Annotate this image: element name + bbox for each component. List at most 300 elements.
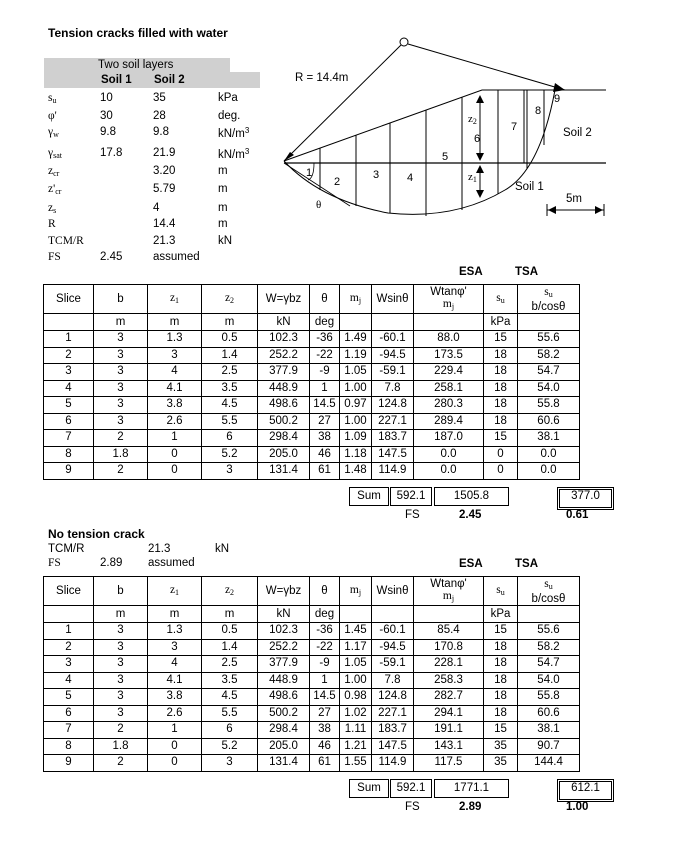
table-cell: 4.5: [202, 397, 258, 414]
table-cell: -36: [310, 623, 340, 640]
slice-number-label: 8: [535, 105, 542, 117]
table-cell: 18: [484, 380, 518, 397]
table-cell: 3: [94, 331, 148, 348]
fs-tsa-value: 0.61: [566, 509, 589, 521]
table-cell: 3.5: [202, 380, 258, 397]
table-cell: 2: [94, 755, 148, 772]
radius-line-right: [408, 44, 565, 90]
table-cell: 5: [44, 397, 94, 414]
table-header-row: [44, 285, 580, 314]
table-cell: 1.48: [340, 463, 372, 480]
unit-cell: [372, 606, 414, 623]
table-cell: 0: [148, 755, 202, 772]
table-cell: 38: [310, 722, 340, 739]
table-cell: 1.4: [202, 347, 258, 364]
table-cell: 14.5: [310, 397, 340, 414]
table-cell: 227.1: [372, 413, 414, 430]
param-unit: deg.: [218, 110, 241, 122]
table-cell: 7: [44, 430, 94, 447]
param-symbol: $z_s$: [48, 202, 57, 215]
param-value-v1: 30: [100, 110, 113, 122]
table-cell: 6: [202, 430, 258, 447]
table-cell: 183.7: [372, 430, 414, 447]
unit-cell: m: [94, 314, 148, 331]
param-value-v2: 3.20: [153, 165, 176, 177]
table-cell: 448.9: [258, 672, 310, 689]
results-table-no-crack: [43, 576, 580, 772]
table-cell: 117.5: [414, 755, 484, 772]
table-cell: 377.9: [258, 656, 310, 673]
table-cell: 2.6: [148, 413, 202, 430]
table-cell: 187.0: [414, 430, 484, 447]
table-unit-row: [44, 606, 580, 623]
column-header: b: [94, 577, 148, 606]
tsa-label-2: TSA: [515, 558, 538, 570]
table-cell: 2.5: [202, 364, 258, 381]
table-cell: 1: [44, 331, 94, 348]
table-cell: 5.2: [202, 738, 258, 755]
table-cell: 5.5: [202, 413, 258, 430]
unit-cell: kPa: [484, 606, 518, 623]
unit-cell: [340, 314, 372, 331]
table-cell: -94.5: [372, 347, 414, 364]
table-cell: 15: [484, 722, 518, 739]
slice-number-label: 1: [306, 167, 313, 179]
table-cell: 38: [310, 430, 340, 447]
sum-wtan-value: 1505.8: [434, 487, 509, 506]
table-cell: 1.49: [340, 331, 372, 348]
table-row: [44, 705, 580, 722]
slice-number-label: 5: [442, 151, 449, 163]
section1-title: Tension cracks filled with water: [48, 26, 228, 40]
column-header: Wsinθ: [372, 285, 414, 314]
table-row: [44, 623, 580, 640]
param-unit: m: [218, 165, 228, 177]
param-unit: kN: [218, 235, 233, 247]
column-header: $z_1$: [148, 577, 202, 606]
table-cell: 191.1: [414, 722, 484, 739]
table-cell: 0.0: [414, 463, 484, 480]
table-cell: 228.1: [414, 656, 484, 673]
table-cell: 1: [148, 722, 202, 739]
scale-label: 5m: [566, 193, 582, 205]
table-cell: 1.55: [340, 755, 372, 772]
table-cell: 3: [148, 347, 202, 364]
table-cell: 3: [94, 397, 148, 414]
table-cell: -60.1: [372, 331, 414, 348]
param-symbol: $z_{cr}$: [48, 165, 60, 178]
table-cell: 205.0: [258, 738, 310, 755]
table-cell: 1.3: [148, 623, 202, 640]
table-cell: 4: [44, 672, 94, 689]
table-cell: 3: [94, 364, 148, 381]
fs-label: FS: [405, 801, 420, 813]
table-cell: 3.8: [148, 689, 202, 706]
table-cell: 27: [310, 705, 340, 722]
table-cell: 61: [310, 463, 340, 480]
table-cell: 15: [484, 623, 518, 640]
table-cell: 85.4: [414, 623, 484, 640]
table-cell: -9: [310, 656, 340, 673]
sum-su-value: 612.1: [557, 779, 614, 802]
table-cell: 4: [148, 656, 202, 673]
table-cell: 58.2: [518, 347, 580, 364]
table-cell: 143.1: [414, 738, 484, 755]
table-cell: 8: [44, 446, 94, 463]
table-row: [44, 446, 580, 463]
layers-label: Two soil layers: [98, 59, 174, 71]
table-cell: 170.8: [414, 639, 484, 656]
table-cell: 55.8: [518, 397, 580, 414]
table-cell: 0.0: [518, 446, 580, 463]
param-value-v2: assumed: [153, 251, 200, 263]
table-cell: 282.7: [414, 689, 484, 706]
table-cell: 173.5: [414, 347, 484, 364]
table-cell: 3: [202, 463, 258, 480]
table-cell: 4.1: [148, 380, 202, 397]
param-symbol: TCM/R: [48, 235, 84, 247]
table-cell: 1.21: [340, 738, 372, 755]
table-cell: 0: [484, 463, 518, 480]
column-header: Wtanφ' $m_j$: [414, 285, 484, 314]
unit-cell: [518, 606, 580, 623]
table-cell: -9: [310, 364, 340, 381]
table-cell: 1.19: [340, 347, 372, 364]
table-cell: 3: [94, 639, 148, 656]
table-cell: 131.4: [258, 463, 310, 480]
table-cell: 498.6: [258, 689, 310, 706]
column-header: $m_j$: [340, 285, 372, 314]
column-header: W=γbz: [258, 285, 310, 314]
column-header: $s_u$: [484, 577, 518, 606]
table-row: [44, 463, 580, 480]
results-table-tension-cracks: [43, 284, 580, 480]
table-row: [44, 672, 580, 689]
unit-cell: m: [94, 606, 148, 623]
table-cell: 4.1: [148, 672, 202, 689]
column-header: $s_u$ b/cosθ: [518, 577, 580, 606]
param-value-v1: 10: [100, 92, 113, 104]
table-cell: 38.1: [518, 430, 580, 447]
radius-label: R = 14.4m: [295, 72, 349, 84]
param-value-v1: 17.8: [100, 147, 123, 159]
table-cell: 54.0: [518, 672, 580, 689]
table-cell: 124.8: [372, 397, 414, 414]
slip-surface: [284, 90, 555, 214]
column-header: Wsinθ: [372, 577, 414, 606]
param-unit: m: [218, 183, 228, 195]
table-cell: 60.6: [518, 413, 580, 430]
table-cell: 38.1: [518, 722, 580, 739]
param-value-v2: 35: [153, 92, 166, 104]
column-header: $s_u$ b/cosθ: [518, 285, 580, 314]
table-cell: 2: [94, 463, 148, 480]
table-cell: 1.3: [148, 331, 202, 348]
column-header: W=γbz: [258, 577, 310, 606]
tcm-unit: kN: [215, 543, 230, 555]
table-row: [44, 331, 580, 348]
z2-label: z2: [468, 113, 477, 126]
fs-esa-value: 2.89: [459, 801, 482, 813]
param-symbol: FS: [48, 251, 61, 263]
esa-label-2: ESA: [459, 558, 483, 570]
table-cell: 114.9: [372, 755, 414, 772]
table-cell: 500.2: [258, 413, 310, 430]
table-cell: 3: [94, 656, 148, 673]
table-cell: 102.3: [258, 623, 310, 640]
table-cell: 6: [44, 705, 94, 722]
column-header: $m_j$: [340, 577, 372, 606]
esa-label-1: ESA: [459, 266, 483, 278]
table-row: [44, 430, 580, 447]
unit-cell: deg: [310, 606, 340, 623]
table-cell: 252.2: [258, 639, 310, 656]
param-unit: m: [218, 202, 228, 214]
param-value-v2: 21.9: [153, 147, 176, 159]
table-cell: 298.4: [258, 722, 310, 739]
table-cell: 18: [484, 705, 518, 722]
column-header: Slice: [44, 285, 94, 314]
table-cell: 1.05: [340, 364, 372, 381]
table-cell: 1.05: [340, 656, 372, 673]
soil-header-bg: [44, 72, 260, 88]
circle-center: [400, 38, 408, 46]
table-cell: 147.5: [372, 446, 414, 463]
table-cell: 2: [44, 639, 94, 656]
table-row: [44, 397, 580, 414]
table-cell: 3.5: [202, 672, 258, 689]
table-cell: 2.6: [148, 705, 202, 722]
unit-cell: [44, 314, 94, 331]
table-cell: 4.5: [202, 689, 258, 706]
param-value-v1: 2.45: [100, 251, 123, 263]
sum-wtan-value: 1771.1: [434, 779, 509, 798]
table-cell: 18: [484, 347, 518, 364]
table-cell: 1.17: [340, 639, 372, 656]
column-header: $z_2$: [202, 577, 258, 606]
table-cell: 1.45: [340, 623, 372, 640]
param-value-v2: 14.4: [153, 218, 176, 230]
column-header: θ: [310, 577, 340, 606]
fs-label: FS: [405, 509, 420, 521]
tsa-label-1: TSA: [515, 266, 538, 278]
table-cell: 144.4: [518, 755, 580, 772]
table-cell: 1.8: [94, 446, 148, 463]
table-cell: -36: [310, 331, 340, 348]
table-cell: 3: [94, 689, 148, 706]
param-unit: kPa: [218, 92, 238, 104]
section2-title: No tension crack: [48, 527, 145, 541]
table-row: [44, 656, 580, 673]
unit-cell: m: [148, 606, 202, 623]
table-cell: 15: [484, 331, 518, 348]
table-cell: 9: [44, 755, 94, 772]
theta-label: θ: [316, 199, 322, 211]
table-cell: 55.6: [518, 331, 580, 348]
sum-su-value: 377.0: [557, 487, 614, 510]
table-cell: 61: [310, 755, 340, 772]
unit-cell: [44, 606, 94, 623]
table-cell: 8: [44, 738, 94, 755]
table-cell: 3: [44, 364, 94, 381]
param-unit: $kN/m^3$: [218, 147, 250, 161]
table-cell: 18: [484, 639, 518, 656]
table-cell: 7.8: [372, 672, 414, 689]
table-cell: -59.1: [372, 364, 414, 381]
table-cell: 229.4: [414, 364, 484, 381]
table-cell: 4: [44, 380, 94, 397]
table-cell: 258.1: [414, 380, 484, 397]
soil2-header: Soil 2: [154, 74, 185, 86]
slice-number-label: 6: [474, 133, 481, 145]
table-cell: 18: [484, 397, 518, 414]
fs-label: FS: [48, 557, 61, 569]
unit-cell: m: [148, 314, 202, 331]
table-cell: 55.8: [518, 689, 580, 706]
unit-cell: [340, 606, 372, 623]
table-row: [44, 380, 580, 397]
table-cell: 18: [484, 364, 518, 381]
unit-cell: kN: [258, 314, 310, 331]
table-cell: 0: [148, 446, 202, 463]
table-cell: 0: [148, 463, 202, 480]
table-cell: 60.6: [518, 705, 580, 722]
table-cell: 54.0: [518, 380, 580, 397]
table-cell: 4: [148, 364, 202, 381]
table-cell: 1.00: [340, 413, 372, 430]
table-cell: 3: [44, 656, 94, 673]
table-header-row: [44, 577, 580, 606]
slice-number-label: 2: [334, 176, 341, 188]
param-value-v1: 9.8: [100, 126, 116, 138]
table-cell: 1: [44, 623, 94, 640]
table-cell: 54.7: [518, 656, 580, 673]
table-cell: 294.1: [414, 705, 484, 722]
unit-cell: [414, 606, 484, 623]
param-symbol: φ': [48, 110, 57, 122]
table-cell: 280.3: [414, 397, 484, 414]
table-cell: 18: [484, 672, 518, 689]
table-cell: 2.5: [202, 656, 258, 673]
table-cell: 3: [94, 347, 148, 364]
fs-note: assumed: [148, 557, 195, 569]
param-value-v2: 21.3: [153, 235, 176, 247]
fs-value: 2.89: [100, 557, 123, 569]
table-cell: 3: [94, 623, 148, 640]
table-row: [44, 347, 580, 364]
unit-cell: deg: [310, 314, 340, 331]
table-cell: 3: [94, 705, 148, 722]
table-cell: 298.4: [258, 430, 310, 447]
slice-number-label: 4: [407, 172, 414, 184]
table-cell: 3.8: [148, 397, 202, 414]
table-cell: 2: [94, 722, 148, 739]
column-header: $z_2$: [202, 285, 258, 314]
table-row: [44, 413, 580, 430]
table-cell: 46: [310, 738, 340, 755]
fs-tsa-value: 1.00: [566, 801, 589, 813]
table-cell: 9: [44, 463, 94, 480]
table-cell: 1.11: [340, 722, 372, 739]
table-cell: 3: [94, 380, 148, 397]
table-row: [44, 722, 580, 739]
param-value-v2: 4: [153, 202, 160, 214]
param-value-v2: 5.79: [153, 183, 176, 195]
table-cell: 0.0: [414, 446, 484, 463]
z1-label: z1: [468, 171, 477, 184]
table-row: [44, 738, 580, 755]
table-cell: 88.0: [414, 331, 484, 348]
unit-cell: m: [202, 314, 258, 331]
fs-esa-value: 2.45: [459, 509, 482, 521]
table-cell: 18: [484, 656, 518, 673]
column-header: $z_1$: [148, 285, 202, 314]
param-unit: m: [218, 218, 228, 230]
table-cell: 1.09: [340, 430, 372, 447]
table-cell: 252.2: [258, 347, 310, 364]
table-cell: 147.5: [372, 738, 414, 755]
table-row: [44, 639, 580, 656]
table-cell: 289.4: [414, 413, 484, 430]
unit-cell: [372, 314, 414, 331]
table-cell: 5.2: [202, 446, 258, 463]
slice-number-label: 7: [511, 121, 518, 133]
table-cell: 377.9: [258, 364, 310, 381]
table-cell: 0.0: [518, 463, 580, 480]
table-cell: 27: [310, 413, 340, 430]
table-cell: 55.6: [518, 623, 580, 640]
table-cell: 205.0: [258, 446, 310, 463]
table-cell: 2: [94, 430, 148, 447]
table-cell: 1.00: [340, 672, 372, 689]
table-cell: 6: [202, 722, 258, 739]
param-symbol: $s_u$: [48, 92, 57, 105]
param-symbol: $\gamma_w$: [48, 126, 59, 139]
table-cell: 3: [148, 639, 202, 656]
radius-line-left: [284, 45, 401, 161]
table-cell: 15: [484, 430, 518, 447]
table-cell: 0.97: [340, 397, 372, 414]
column-header: Wtanφ' $m_j$: [414, 577, 484, 606]
sum-wsin-value: 592.1: [390, 487, 432, 506]
slice-number-label: 9: [554, 93, 561, 105]
param-symbol: R: [48, 218, 56, 230]
table-cell: -22: [310, 639, 340, 656]
table-cell: 1.18: [340, 446, 372, 463]
unit-cell: m: [202, 606, 258, 623]
table-cell: 1: [310, 380, 340, 397]
table-row: [44, 689, 580, 706]
table-cell: 90.7: [518, 738, 580, 755]
sum-wsin-value: 592.1: [390, 779, 432, 798]
table-cell: 0.98: [340, 689, 372, 706]
soil2-label: Soil 2: [563, 127, 592, 139]
table-cell: 0.5: [202, 623, 258, 640]
table-cell: 124.8: [372, 689, 414, 706]
table-cell: 1.02: [340, 705, 372, 722]
column-header: b: [94, 285, 148, 314]
table-cell: 58.2: [518, 639, 580, 656]
table-cell: 18: [484, 413, 518, 430]
table-cell: 498.6: [258, 397, 310, 414]
slice-number-label: 3: [373, 169, 380, 181]
sum-label: Sum: [349, 487, 389, 506]
param-value-v2: 9.8: [153, 126, 169, 138]
table-cell: 131.4: [258, 755, 310, 772]
table-cell: 1.8: [94, 738, 148, 755]
table-cell: 46: [310, 446, 340, 463]
param-symbol: $z'_{cr}$: [48, 183, 62, 196]
